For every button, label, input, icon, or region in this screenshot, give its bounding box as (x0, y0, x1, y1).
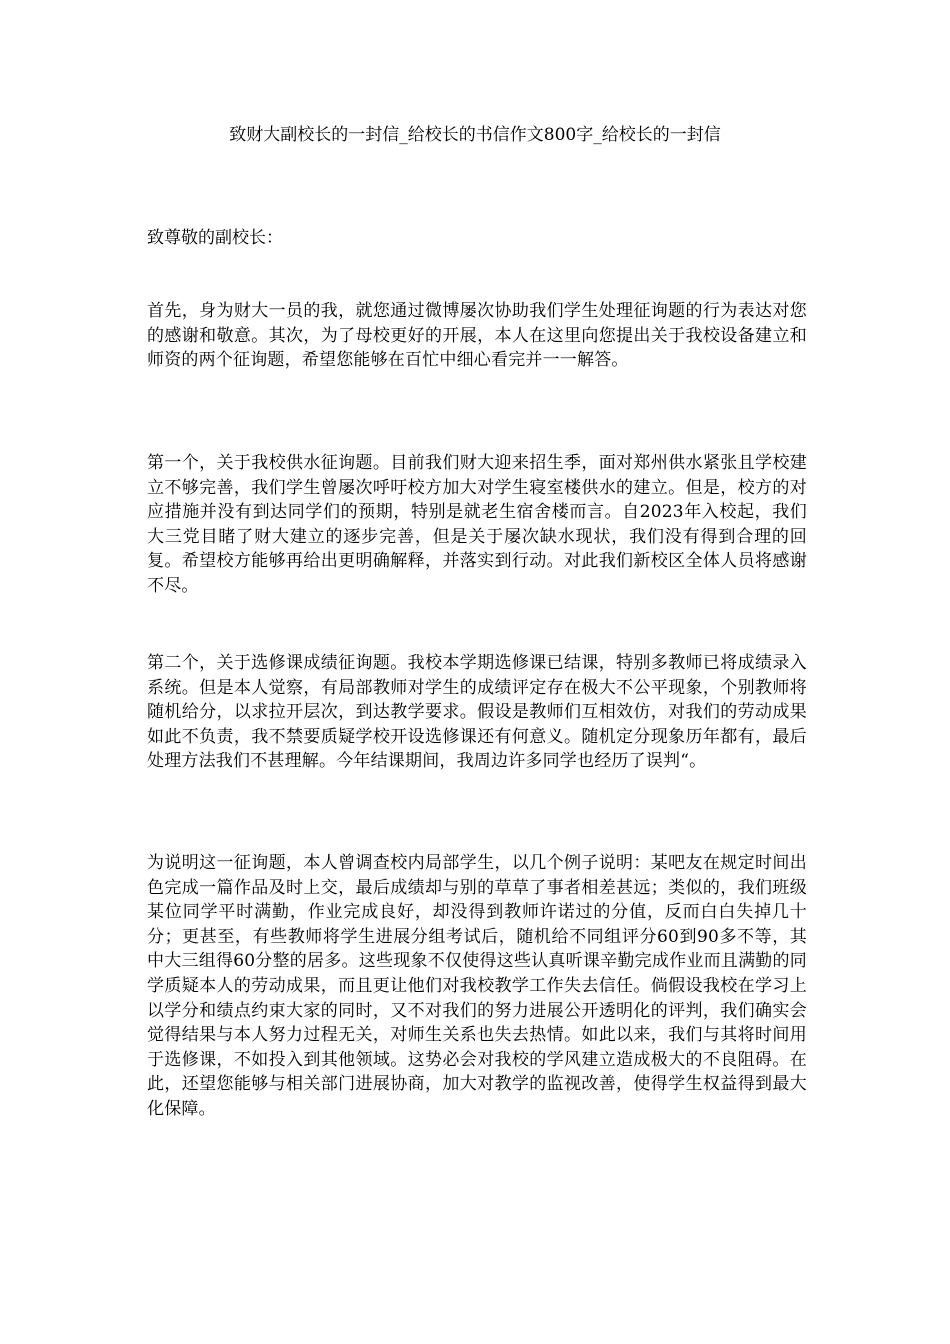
letter-salutation: 致尊敬的副校长： (147, 228, 283, 248)
paragraph-elective-grades: 第二个，关于选修课成绩征询题。我校本学期选修课已结课，特别多教师已将成绩录入系统。但是本人觉察，有局部教师对学生的成绩评定存在极大不公平现象，个别教师将随机给分，以求拉开层次，到达教学要求。假设是教师们互相效仿，对我们的劳动成果如此不负责，我不禁要质疑学校开设选修课还有何意义。随机定分现象历年都有，最后处理方法我们不甚理解。今年结课期间，我周边许多同学也经历了误判“。 (147, 653, 807, 772)
paragraph-intro: 首先，身为财大一员的我，就您通过微博屡次协助我们学生处理征询题的行为表达对您的感谢和敬意。其次，为了母校更好的开展，本人在这里向您提出关于我校设备建立和师资的两个征询题，希望您能够在百忙中细心看完并一一解答。 (147, 301, 807, 371)
paragraph-examples: 为说明这一征询题，本人曾调查校内局部学生，以几个例子说明：某吧友在规定时间出色完成一篇作品及时上交，最后成绩却与别的草草了事者相差甚远；类似的，我们班级某位同学平时满勤，作业完成良好，却没得到教师许诺过的分值，反而白白失掉几十分；更甚至，有些教师将学生进展分组考试后，随机给不同组评分60到90多不等，其中大三组得60分整的居多。这些现象不仅使得这些认真听课辛勤完成作业而且满勤的同学质疑本人的劳动成果，而且更让他们对我校教学工作失去信任。倘假设我校在学习上以学分和绩点约束大家的同时，又不对我们的努力进展公开透明化的评判，我们确实会觉得结果与本人努力过程无关，对师生关系也失去热情。如此以来，我们与其将时间用于选修课，不如投入到其他领域。这势必会对我校的学风建立造成极大的不良阻碍。在此，还望您能够与相关部门进展协商，加大对教学的监视改善，使得学生权益得到最大化保障。 (147, 853, 807, 1119)
paragraph-water-supply: 第一个，关于我校供水征询题。目前我们财大迎来招生季，面对郑州供水紧张且学校建立不够完善，我们学生曾屡次呼吁校方加大对学生寝室楼供水的建立。但是，校方的对应措施并没有到达同学们的预期，特别是就老生宿舍楼而言。自2023年入校起，我们大三党目睹了财大建立的逐步完善，但是关于屡次缺水现状，我们没有得到合理的回复。希望校方能够再给出更明确解释，并落实到行动。对此我们新校区全体人员将感谢不尽。 (147, 453, 807, 596)
document-title: 致财大副校长的一封信_给校长的书信作文800字_给校长的一封信 (229, 125, 721, 145)
